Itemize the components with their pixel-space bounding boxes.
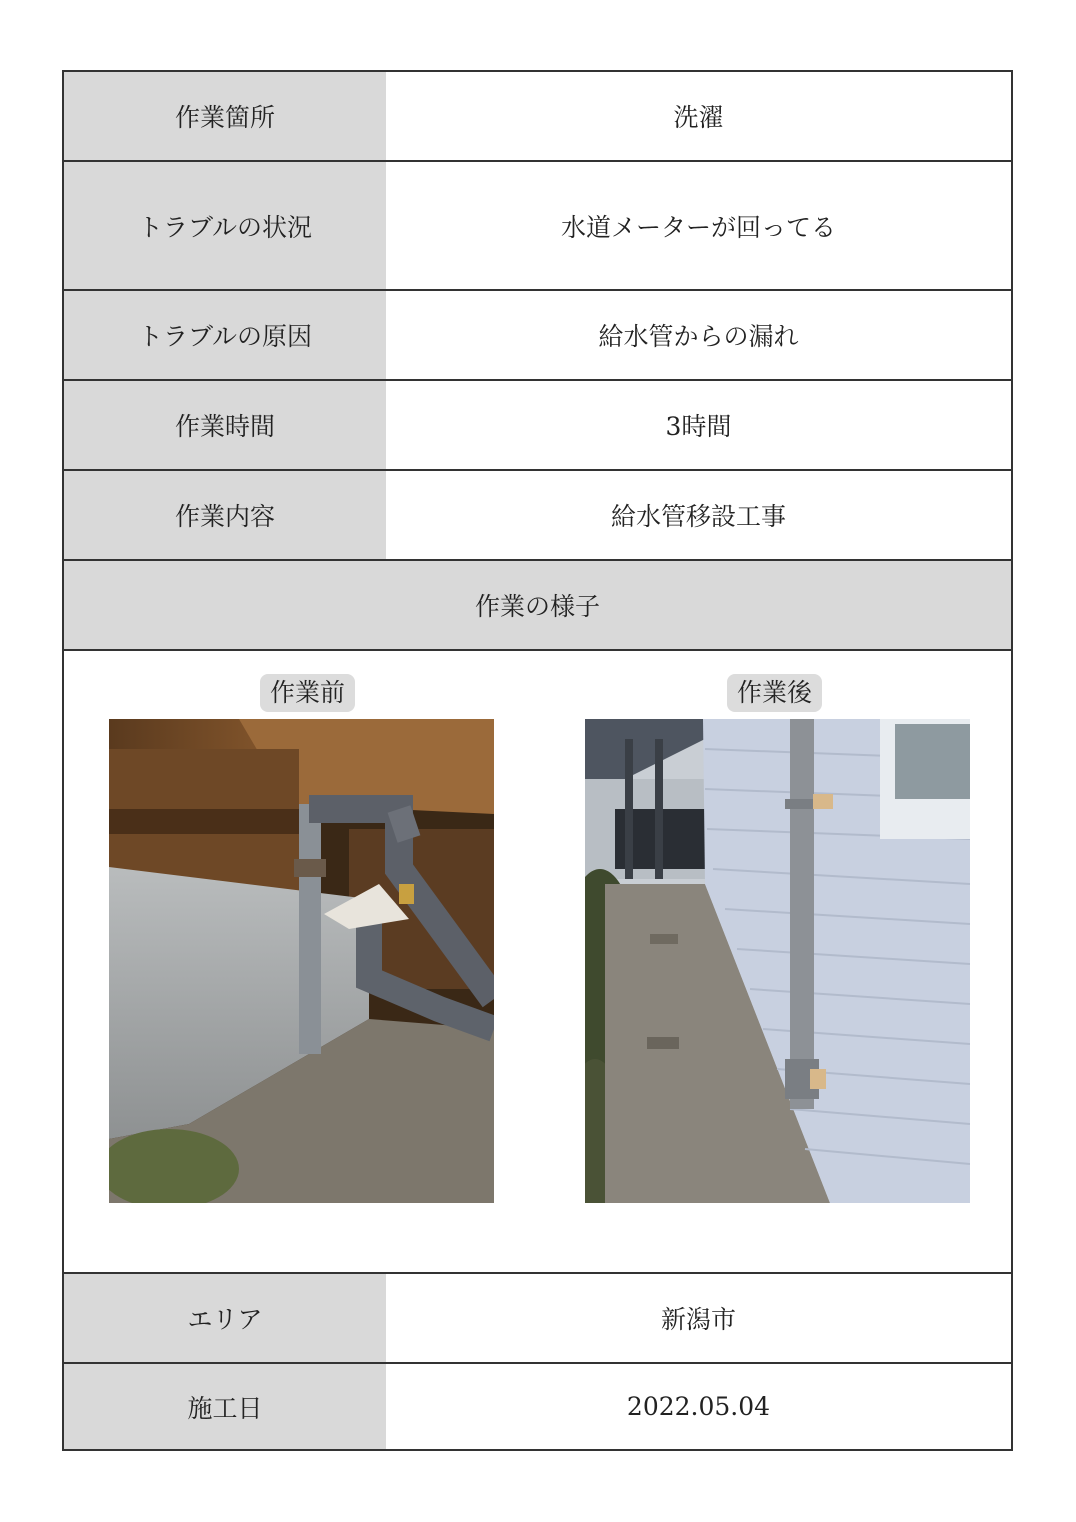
row-label: トラブルの原因 [64,291,388,379]
before-photo [109,719,494,1203]
row-label: 作業箇所 [64,72,388,160]
row-label: 施工日 [64,1364,388,1449]
row-value: 2022.05.04 [386,1364,1011,1449]
after-label: 作業後 [727,674,822,712]
after-photo-illustration [585,719,970,1203]
row-value: 新潟市 [386,1274,1011,1362]
row-value: 給水管移設工事 [386,471,1011,559]
section-title: 作業の様子 [64,561,1011,649]
row-construction-date [64,1364,1011,1449]
row-value: 3時間 [386,381,1011,469]
row-work-location [64,72,1011,160]
before-label: 作業前 [260,674,355,712]
divider [64,649,1011,651]
row-trouble-cause [64,291,1011,379]
row-value: 給水管からの漏れ [386,291,1011,379]
row-label: 作業時間 [64,381,388,469]
row-value: 洗濯 [386,72,1011,160]
row-label: 作業内容 [64,471,388,559]
row-value: 水道メーターが回ってる [386,162,1011,289]
row-work-content [64,471,1011,559]
after-photo [585,719,970,1203]
row-label: トラブルの状況 [64,162,388,289]
work-report-sheet [62,70,1013,1451]
row-trouble-status [64,162,1011,289]
row-area [64,1274,1011,1362]
row-label: エリア [64,1274,388,1362]
row-work-time [64,381,1011,469]
before-photo-illustration [109,719,494,1203]
